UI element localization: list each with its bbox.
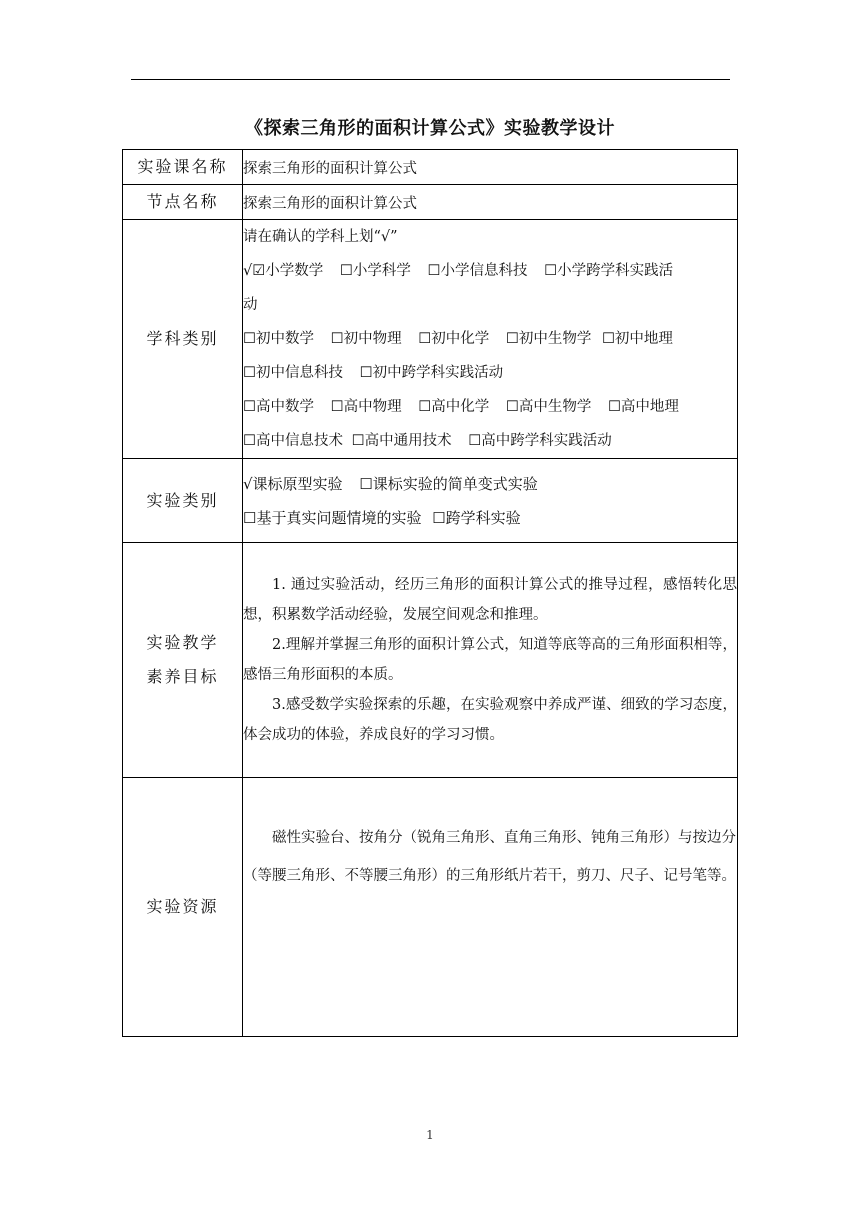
- exp-type-label: 实验类别: [123, 459, 243, 543]
- exp-type-option[interactable]: ☐跨学科实验: [432, 508, 521, 527]
- exp-type-option[interactable]: ☐课标实验的简单变式实验: [359, 474, 538, 493]
- resources-paragraph: 磁性实验台、按角分（锐角三角形、直角三角形、钝角三角形）与按边分（等腰三角形、不等腰三角形）的三角形纸片若干，剪刀、尺子、记号笔等。: [243, 830, 736, 884]
- document-title: 《探索三角形的面积计算公式》实验教学设计: [245, 118, 615, 139]
- subject-option[interactable]: ☐高中物理: [330, 399, 402, 415]
- subject-option[interactable]: ☐初中物理: [330, 331, 402, 347]
- page-number: 1: [426, 1128, 434, 1142]
- goals-text: [243, 543, 738, 778]
- goals-label-line-2: 素养目标: [146, 667, 219, 686]
- subject-line-3: [243, 356, 737, 390]
- subject-line-1: [243, 254, 737, 288]
- row-goals: [123, 543, 738, 778]
- course-name-label: 实验课名称: [123, 150, 243, 185]
- row-resources: [123, 778, 738, 1037]
- subject-line-4: [243, 390, 737, 424]
- row-exp-type: [123, 459, 738, 543]
- subject-option[interactable]: ☐初中地理: [601, 331, 673, 347]
- goal-item: 1. 通过实验活动，经历三角形的面积计算公式的推导过程，感悟转化思想，积累数学活动经验，发展空间观念和推理。: [243, 577, 737, 623]
- subject-option[interactable]: ☐初中跨学科实践活动: [359, 365, 504, 381]
- course-name-value: 探索三角形的面积计算公式: [243, 150, 738, 185]
- row-subject: [123, 220, 738, 459]
- subject-option[interactable]: ☐初中信息科技: [243, 365, 343, 381]
- subject-option[interactable]: ☐初中化学: [418, 331, 490, 347]
- goal-item: 3.感受数学实验探索的乐趣，在实验观察中养成严谨、细致的学习态度，体会成功的体验，养成良好的学习习惯。: [243, 697, 737, 743]
- subject-option[interactable]: ☐小学信息科技: [427, 263, 528, 279]
- exp-type-options: [243, 459, 738, 543]
- exp-type-line-2: [243, 501, 737, 535]
- subject-option[interactable]: ☐高中数学: [243, 399, 314, 415]
- subject-option[interactable]: √☑小学数学: [243, 263, 324, 279]
- node-name-value: 探索三角形的面积计算公式: [243, 185, 738, 220]
- subject-option[interactable]: ☐小学科学: [339, 263, 411, 279]
- subject-line-2: [243, 322, 737, 356]
- subject-options: [243, 220, 738, 459]
- subject-instruction: 请在确认的学科上划“√”: [243, 229, 398, 245]
- goals-label: [123, 543, 243, 778]
- subject-option[interactable]: ☐高中信息技术: [243, 433, 343, 449]
- exp-type-line-1: [243, 467, 737, 501]
- subject-option[interactable]: ☐小学跨学科实践活: [544, 263, 674, 279]
- subject-option[interactable]: ☐高中跨学科实践活动: [468, 433, 612, 449]
- subject-option[interactable]: ☐高中化学: [418, 399, 490, 415]
- subject-option[interactable]: ☐高中生物学: [505, 399, 592, 415]
- resources-text: [243, 778, 738, 1037]
- subject-option[interactable]: ☐高中地理: [607, 399, 679, 415]
- goals-label-line-1: 实验教学: [146, 633, 219, 652]
- header-rule: [131, 79, 730, 80]
- exp-type-option[interactable]: ☐基于真实问题情境的实验: [243, 508, 422, 527]
- subject-label: 学科类别: [123, 220, 243, 459]
- exp-type-option[interactable]: √课标原型实验: [243, 474, 343, 493]
- subject-line-5: [243, 424, 737, 458]
- row-node-name: [123, 185, 738, 220]
- subject-option[interactable]: ☐初中数学: [243, 331, 314, 347]
- subject-option[interactable]: ☐初中生物学: [505, 331, 592, 347]
- resources-label: 实验资源: [123, 778, 243, 1037]
- subject-line-1-wrap: 动: [243, 297, 258, 313]
- node-name-label: 节点名称: [123, 185, 243, 220]
- subject-option[interactable]: ☐高中通用技术: [351, 433, 452, 449]
- row-course-name: [123, 150, 738, 185]
- goal-item: 2.理解并掌握三角形的面积计算公式，知道等底等高的三角形面积相等，感悟三角形面积的本质。: [243, 637, 737, 683]
- lesson-design-table: [122, 149, 738, 1037]
